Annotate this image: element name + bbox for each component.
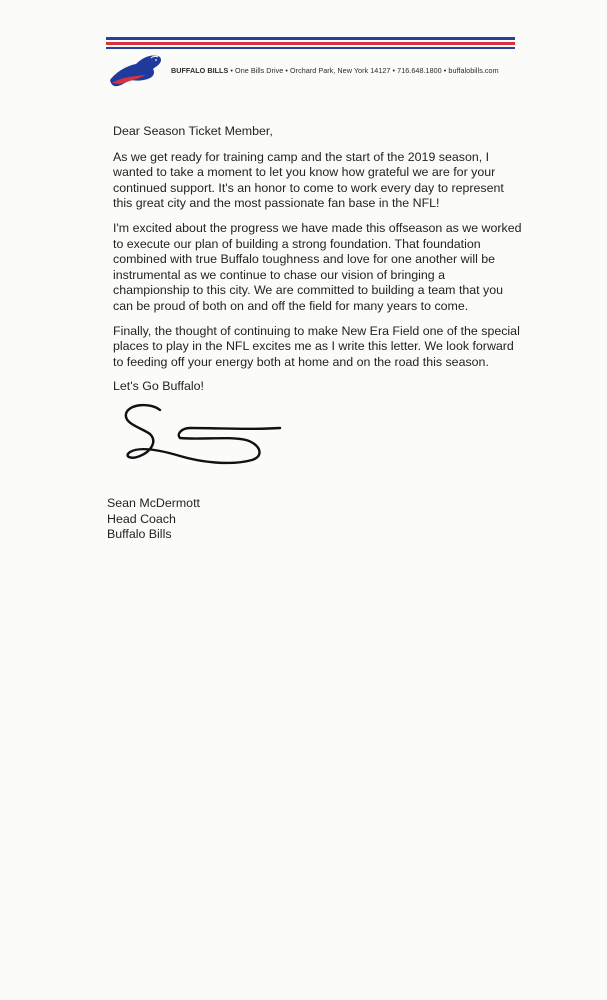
paragraph-2: I'm excited about the progress we have made this offseason as we worked to execute our plan of building a strong foundation. That foundation combined with true Buffalo toughness and love for one another will be instrumental as we continue to chase our vision of bringing a championship to this city. We are committed to building a team that you can be proud of both on and off the field for many years to come. bbox=[113, 220, 522, 313]
letterhead-text bbox=[171, 66, 499, 75]
signature-block bbox=[107, 496, 200, 543]
salutation: Dear Season Ticket Member, bbox=[113, 124, 273, 138]
phone: 716.648.1800 bbox=[397, 66, 442, 75]
letter-body bbox=[113, 124, 523, 404]
signer-name: Sean McDermott bbox=[107, 496, 200, 510]
website: buffalobills.com bbox=[448, 66, 499, 75]
separator: • bbox=[230, 66, 236, 75]
signer-title: Head Coach bbox=[107, 511, 176, 526]
signer-team: Buffalo Bills bbox=[107, 527, 172, 542]
separator: • bbox=[392, 66, 398, 75]
organization-name: BUFFALO BILLS bbox=[171, 66, 229, 75]
closing: Let's Go Buffalo! bbox=[113, 379, 204, 394]
header-rule-blue-bottom bbox=[106, 47, 515, 49]
header-rule-blue-top bbox=[106, 37, 515, 40]
handwritten-signature-icon bbox=[120, 400, 290, 475]
address: One Bills Drive • Orchard Park, New York 14127 bbox=[235, 66, 391, 75]
header-rule-red bbox=[106, 42, 515, 45]
paragraph-1: As we get ready for training camp and the start of the 2019 season, I wanted to take a moment to let you know how grateful we are for your continued support. It's an honor to come to work every day to represent this great city and the most passionate fan base in the NFL! bbox=[113, 149, 504, 211]
separator: • bbox=[443, 66, 449, 75]
buffalo-logo-icon bbox=[106, 50, 164, 90]
paragraph-3: Finally, the thought of continuing to make New Era Field one of the special places to play in the NFL excites me as I write this letter. We look forward to feeding off your energy both at home and on the road this season. bbox=[113, 323, 520, 369]
